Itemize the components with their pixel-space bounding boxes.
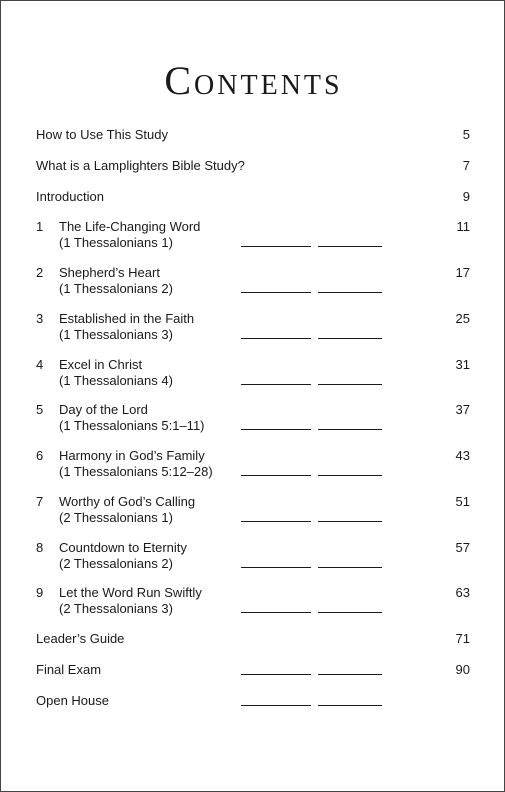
lesson-number: 7 bbox=[36, 494, 44, 509]
entry-page-number: 57 bbox=[455, 540, 470, 555]
lesson-scripture: (1 Thessalonians 4) bbox=[59, 373, 173, 388]
date-blank-line bbox=[318, 521, 382, 522]
lesson-title: The Life-Changing Word bbox=[59, 219, 201, 234]
lesson-title: Excel in Christ bbox=[59, 357, 143, 372]
entry-title: Leader’s Guide bbox=[36, 631, 125, 646]
date-blank-line bbox=[318, 475, 382, 476]
date-blank-line bbox=[241, 246, 311, 247]
lesson-scripture: (1 Thessalonians 1) bbox=[59, 235, 173, 250]
date-blank-line bbox=[241, 521, 311, 522]
date-blank-line bbox=[318, 338, 382, 339]
toc-lesson-entry bbox=[36, 402, 470, 432]
entry-page-number: 31 bbox=[455, 357, 470, 372]
lesson-number: 2 bbox=[36, 265, 44, 280]
lesson-number: 1 bbox=[36, 219, 44, 234]
entry-page-number: 71 bbox=[455, 631, 470, 646]
entry-page-number: 37 bbox=[455, 402, 470, 417]
lesson-title: Day of the Lord bbox=[59, 402, 148, 417]
lesson-scripture: (2 Thessalonians 2) bbox=[59, 556, 173, 571]
entry-page-number: 17 bbox=[455, 265, 470, 280]
date-blank-line bbox=[318, 674, 382, 675]
date-blank-line bbox=[241, 292, 311, 293]
date-blank-line bbox=[318, 429, 382, 430]
date-blank-line bbox=[318, 612, 382, 613]
date-blank-line bbox=[241, 338, 311, 339]
toc-lesson-entry bbox=[36, 540, 470, 570]
page-title: Contents bbox=[164, 58, 343, 103]
date-blank-line bbox=[241, 612, 311, 613]
toc-lesson-entry bbox=[36, 448, 470, 478]
lesson-scripture: (1 Thessalonians 5:1–11) bbox=[59, 418, 205, 433]
entry-title: How to Use This Study bbox=[36, 127, 168, 142]
date-blank-line bbox=[318, 246, 382, 247]
lesson-number: 6 bbox=[36, 448, 44, 463]
lesson-number: 9 bbox=[36, 585, 44, 600]
lesson-title: Countdown to Eternity bbox=[59, 540, 187, 555]
entry-page-number: 43 bbox=[455, 448, 470, 463]
toc-lesson-entry bbox=[36, 494, 470, 524]
lesson-scripture: (2 Thessalonians 1) bbox=[59, 510, 173, 525]
lesson-scripture: (1 Thessalonians 5:12–28) bbox=[59, 464, 213, 479]
date-blank-line bbox=[318, 384, 382, 385]
entry-page-number: 11 bbox=[456, 219, 470, 234]
date-blank-line bbox=[241, 705, 311, 706]
entry-page-number: 9 bbox=[462, 189, 470, 204]
toc-entry bbox=[36, 693, 470, 709]
lesson-scripture: (1 Thessalonians 2) bbox=[59, 281, 173, 296]
lesson-number: 8 bbox=[36, 540, 44, 555]
entry-page-number: 90 bbox=[455, 662, 470, 677]
entry-page-number: 25 bbox=[455, 311, 470, 326]
toc-lesson-entry bbox=[36, 357, 470, 387]
lesson-title: Established in the Faith bbox=[59, 311, 195, 326]
date-blank-line bbox=[318, 705, 382, 706]
entry-title: What is a Lamplighters Bible Study? bbox=[36, 158, 245, 173]
entry-page-number: 51 bbox=[455, 494, 470, 509]
toc-lesson-entry bbox=[36, 265, 470, 295]
lesson-number: 4 bbox=[36, 357, 44, 372]
lesson-title: Worthy of God’s Calling bbox=[59, 494, 196, 509]
toc-lesson-entry bbox=[36, 219, 470, 249]
date-blank-line bbox=[241, 475, 311, 476]
entry-page-number: 63 bbox=[455, 585, 470, 600]
toc-lesson-entry bbox=[36, 585, 470, 615]
entry-page-number: 7 bbox=[462, 158, 470, 173]
lesson-title: Shepherd’s Heart bbox=[59, 265, 160, 280]
toc-lesson-entry bbox=[36, 311, 470, 341]
entry-page-number: 5 bbox=[462, 127, 470, 142]
date-blank-line bbox=[318, 567, 382, 568]
date-blank-line bbox=[241, 567, 311, 568]
date-blank-line bbox=[241, 429, 311, 430]
date-blank-line bbox=[241, 674, 311, 675]
lesson-scripture: (2 Thessalonians 3) bbox=[59, 601, 173, 616]
lesson-scripture: (1 Thessalonians 3) bbox=[59, 327, 173, 342]
entry-title: Open House bbox=[36, 693, 109, 708]
lesson-title: Let the Word Run Swiftly bbox=[59, 585, 202, 600]
lesson-number: 3 bbox=[36, 311, 44, 326]
lesson-number: 5 bbox=[36, 402, 44, 417]
date-blank-line bbox=[241, 384, 311, 385]
lesson-title: Harmony in God’s Family bbox=[59, 448, 205, 463]
entry-title: Final Exam bbox=[36, 662, 102, 677]
date-blank-line bbox=[318, 292, 382, 293]
toc-entry bbox=[36, 662, 470, 678]
entry-title: Introduction bbox=[36, 189, 104, 204]
